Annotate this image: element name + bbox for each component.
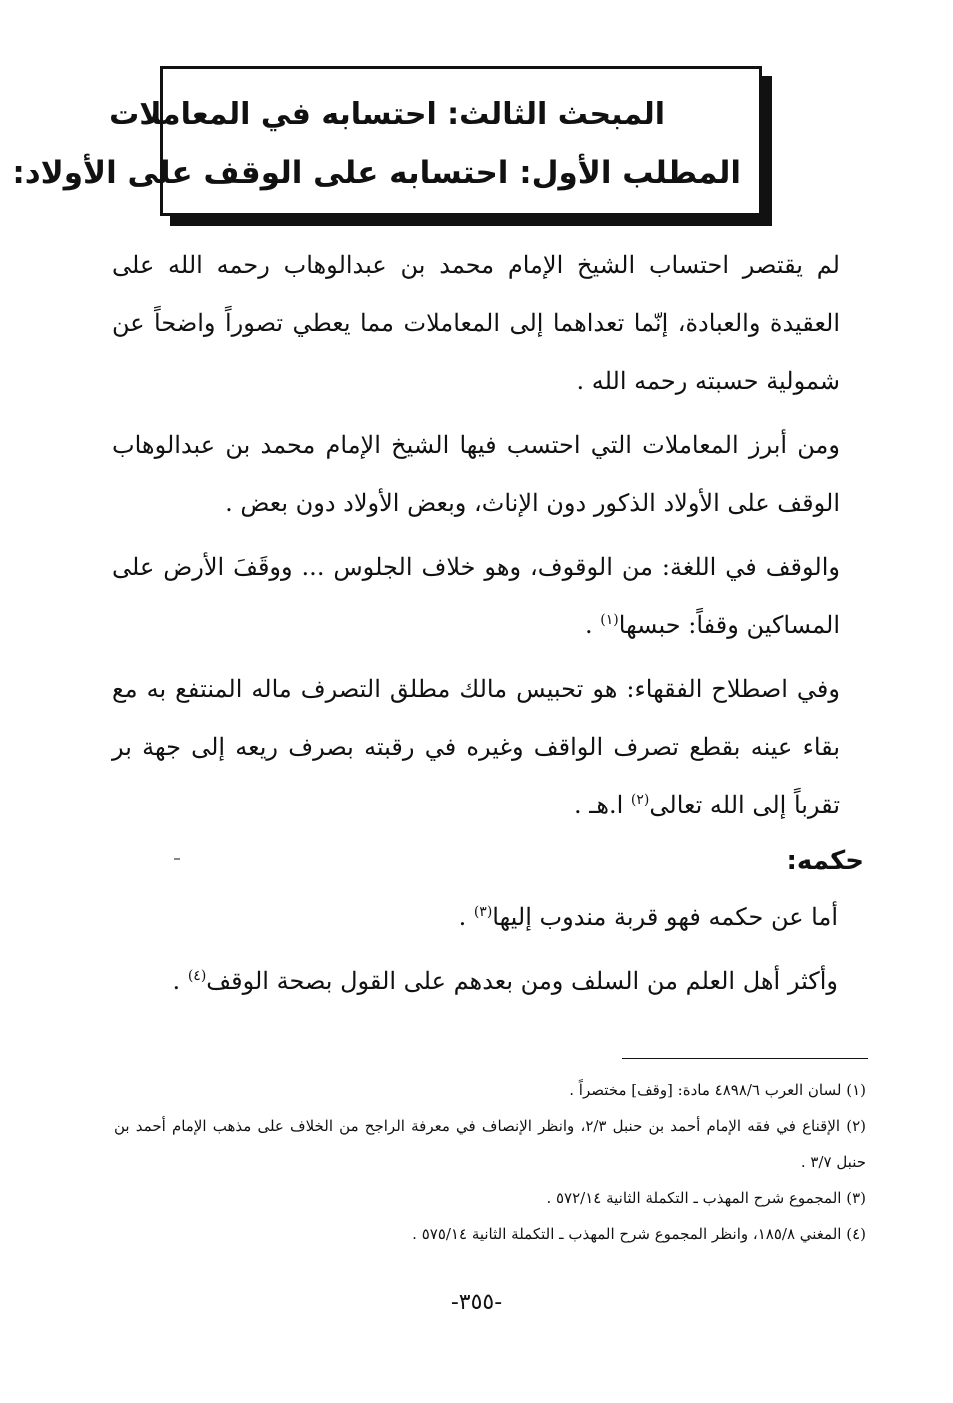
title-box xyxy=(12,66,762,216)
footnote-4: (٤) المغني ١٨٥/٨، وانظر المجموع شرح المهذب ـ التكملة الثانية ٥٧٥/١٤ . xyxy=(412,1225,866,1243)
paragraph-4-end: ا.هـ . xyxy=(574,791,631,819)
footnote-ref-1: (١) xyxy=(600,612,619,628)
section-title: المبحث الثالث: احتسابه في المعاملات xyxy=(109,97,665,132)
footnote-1: (١) لسان العرب ٤٨٩٨/٦ مادة: [وقف] مختصراً . xyxy=(569,1081,866,1099)
footnote-ref-2: (٢) xyxy=(630,792,650,808)
footnote-ref-3: (٣) xyxy=(473,904,493,920)
ruling-heading: حكمه: xyxy=(786,846,864,876)
footnote-2: (٢) الإقناع في فقه الإمام أحمد بن حنبل ٢/٣، وانظر الإنصاف في معرفة الراجح من الخلاف على مذهب الإمام أحمد بن حنبل ٣/٧ . xyxy=(114,1117,866,1171)
paragraph-1: لم يقتصر احتساب الشيخ الإمام محمد بن عبدالوهاب رحمه الله على العقيدة والعبادة، إنّما تعداهما إلى المعاملات مما يعطي تصوراً واضحاً عن شمولية حسبته رحمه الله . xyxy=(112,251,840,395)
paragraph-2: ومن أبرز المعاملات التي احتسب فيها الشيخ الإمام محمد بن عبدالوهاب الوقف على الأولاد الذكور دون الإناث، وبعض الأولاد دون بعض . xyxy=(112,431,840,517)
ruling-line-1 xyxy=(112,888,864,946)
ruling-line-2-text: وأكثر أهل العلم من السلف ومن بعدهم على القول بصحة الوقف xyxy=(206,967,838,995)
paragraph-4 xyxy=(112,660,864,834)
ruling-line-1-end: . xyxy=(458,903,474,931)
body-text xyxy=(112,236,864,1010)
scan-speck xyxy=(174,858,180,860)
paragraph-4-text: وفي اصطلاح الفقهاء: هو تحبيس مالك مطلق التصرف ماله المنتفع به مع بقاء عينه بقطع تصرف الواقف وغيره في رقبته بصرف ريعه إلى جهة بر تقرباً إلى الله تعالى xyxy=(112,675,840,819)
paragraph-3-end: . xyxy=(585,611,601,639)
paragraph-3-text: والوقف في اللغة: من الوقوف، وهو خلاف الجلوس ... ووقَفَ الأرض على المساكين وقفاً: حبسها xyxy=(112,553,840,639)
ruling-line-1-text: أما عن حكمه فهو قربة مندوب إليها xyxy=(492,903,838,931)
page-number: -٣٥٥- xyxy=(450,1290,503,1315)
subsection-title: المطلب الأول: احتسابه على الوقف على الأولاد: xyxy=(12,155,741,191)
ruling-line-2-end: . xyxy=(172,967,188,995)
footnotes xyxy=(114,1072,866,1252)
paragraph-3 xyxy=(112,538,864,654)
footnote-divider xyxy=(622,1058,868,1059)
footnote-3: (٣) المجموع شرح المهذب ـ التكملة الثانية ٥٧٢/١٤ . xyxy=(546,1189,866,1207)
ruling-line-2 xyxy=(112,952,864,1010)
footnote-ref-4: (٤) xyxy=(187,968,207,984)
